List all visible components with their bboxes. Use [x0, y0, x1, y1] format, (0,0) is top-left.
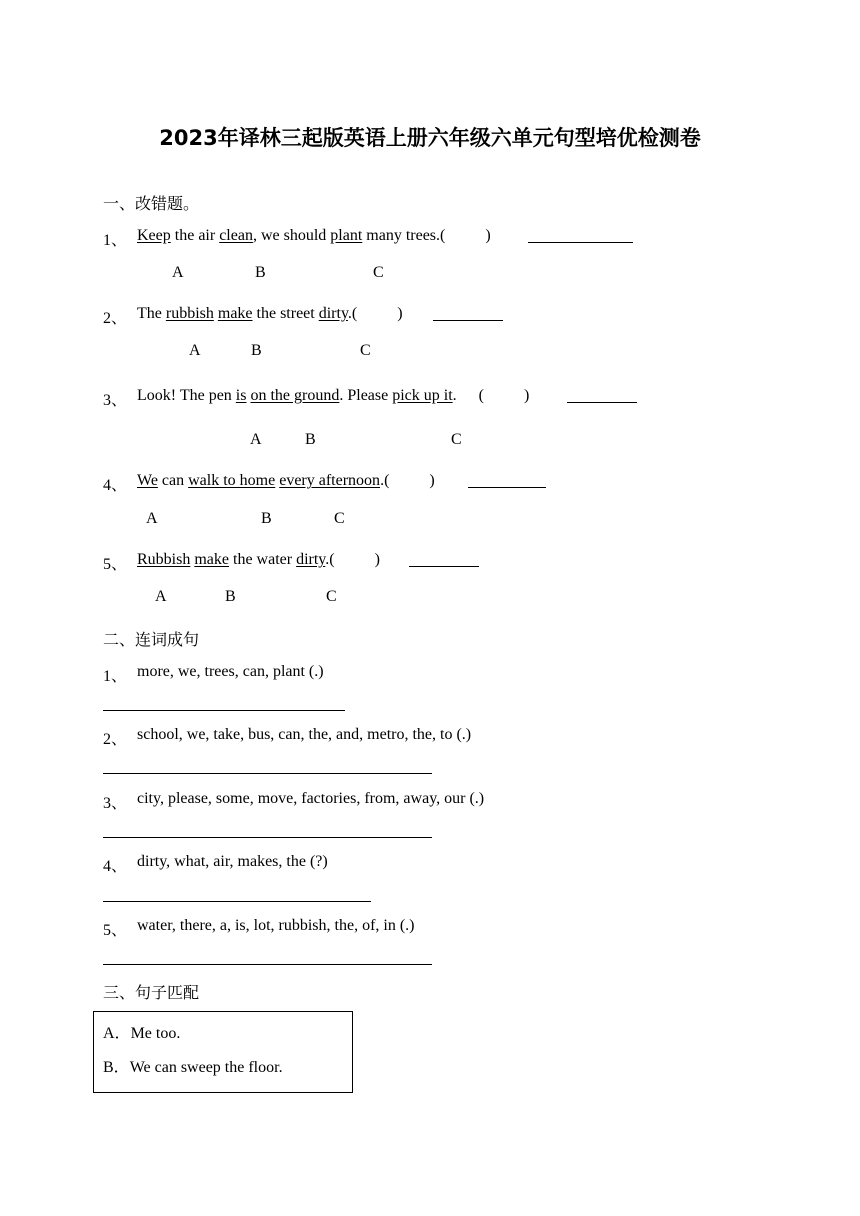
sentence-text: ) [374, 551, 380, 568]
option-letter: A [189, 342, 201, 359]
answer-blank[interactable] [567, 388, 637, 403]
question-sentence [137, 387, 529, 405]
option-item-a [103, 1020, 180, 1043]
answer-line[interactable] [103, 837, 432, 838]
question-number: 1、 [103, 232, 128, 249]
underlined-part-c: plant [330, 227, 363, 244]
question-number: 3、 [103, 795, 128, 812]
option-text: We can sweep the floor. [129, 1059, 283, 1076]
option-letter: C [373, 264, 384, 281]
scrambled-words: more, we, trees, can, plant (.) [137, 663, 324, 680]
underlined-part-b: make [217, 305, 253, 322]
option-text: Me too. [130, 1025, 181, 1042]
sentence-text: ( [478, 387, 484, 404]
section-heading-matching: 三、句子匹配 [103, 983, 200, 1002]
sentence-text: ) [397, 305, 403, 322]
sentence-text: many trees.( [362, 227, 446, 244]
question-sentence [137, 551, 380, 569]
underlined-part-c: pick up it [392, 387, 453, 404]
sentence-text: the air [170, 227, 220, 244]
question-number: 5、 [103, 556, 128, 573]
option-letter: C [360, 342, 371, 359]
sentence-text: .( [347, 305, 358, 322]
underlined-part-a: rubbish [165, 305, 214, 322]
option-letter: B [251, 342, 262, 359]
question-number: 4、 [103, 477, 128, 494]
sentence-text: Look! The pen [137, 387, 236, 404]
underlined-part-b: on the ground [250, 387, 340, 404]
underlined-part-b: walk to home [188, 472, 276, 489]
underlined-part-c: every afternoon [279, 472, 381, 489]
scrambled-words: school, we, take, bus, can, the, and, metro, the, to (.) [137, 726, 472, 743]
underlined-part-b: make [194, 551, 229, 568]
question-number: 5、 [103, 922, 128, 939]
answer-line[interactable] [103, 901, 371, 902]
question-number: 3、 [103, 392, 128, 409]
sentence-text: can [157, 472, 189, 489]
underlined-part-c: dirty [318, 305, 348, 322]
scrambled-words: water, there, a, is, lot, rubbish, the, of, in (.) [137, 917, 415, 934]
section-heading-word-order: 二、连词成句 [103, 630, 200, 649]
sentence-text: . [452, 387, 457, 404]
option-letter: A [250, 431, 262, 448]
option-letter: B [261, 510, 272, 527]
answer-line[interactable] [103, 773, 432, 774]
option-letter: B [225, 588, 236, 605]
sentence-text: . Please [339, 387, 393, 404]
sentence-text: ) [485, 227, 491, 244]
sentence-text: the street [252, 305, 319, 322]
underlined-part-a: Rubbish [137, 551, 191, 568]
question-sentence [137, 227, 491, 245]
section-heading-correction: 一、改错题。 [103, 194, 200, 213]
page-title: 2023年译林三起版英语上册六年级六单元句型培优检测卷 [159, 126, 701, 150]
sentence-text: , we should [252, 227, 331, 244]
option-item-b [103, 1054, 283, 1077]
answer-line[interactable] [103, 964, 432, 965]
underlined-part-a: is [235, 387, 247, 404]
question-number: 2、 [103, 731, 128, 748]
option-letter: A [146, 510, 158, 527]
answer-blank[interactable] [409, 552, 479, 567]
answer-line[interactable] [103, 710, 345, 711]
sentence-text: the water [229, 551, 297, 568]
answer-blank[interactable] [528, 228, 633, 243]
underlined-part-a: We [137, 472, 158, 489]
question-sentence [137, 472, 435, 490]
option-letter: A [172, 264, 184, 281]
option-letter: B [305, 431, 316, 448]
scrambled-words: city, please, some, move, factories, from, away, our (.) [137, 790, 485, 807]
underlined-part-a: Keep [137, 227, 171, 244]
sentence-text: ) [429, 472, 435, 489]
sentence-text: .( [325, 551, 335, 568]
option-letter: B [255, 264, 266, 281]
sentence-text: The [137, 305, 166, 322]
answer-blank[interactable] [468, 473, 546, 488]
scrambled-words: dirty, what, air, makes, the (?) [137, 853, 328, 870]
question-number: 1、 [103, 668, 128, 685]
option-label: A． [103, 1025, 131, 1042]
underlined-part-c: dirty [296, 551, 326, 568]
question-number: 2、 [103, 310, 128, 327]
option-letter: A [155, 588, 167, 605]
question-number: 4、 [103, 858, 128, 875]
option-letter: C [334, 510, 345, 527]
answer-blank[interactable] [433, 306, 503, 321]
sentence-text: ) [523, 387, 530, 404]
question-sentence [137, 305, 403, 323]
underlined-part-b: clean [219, 227, 253, 244]
option-letter: C [326, 588, 337, 605]
sentence-text: .( [380, 472, 390, 489]
option-letter: C [451, 431, 462, 448]
option-label: B． [103, 1059, 130, 1076]
